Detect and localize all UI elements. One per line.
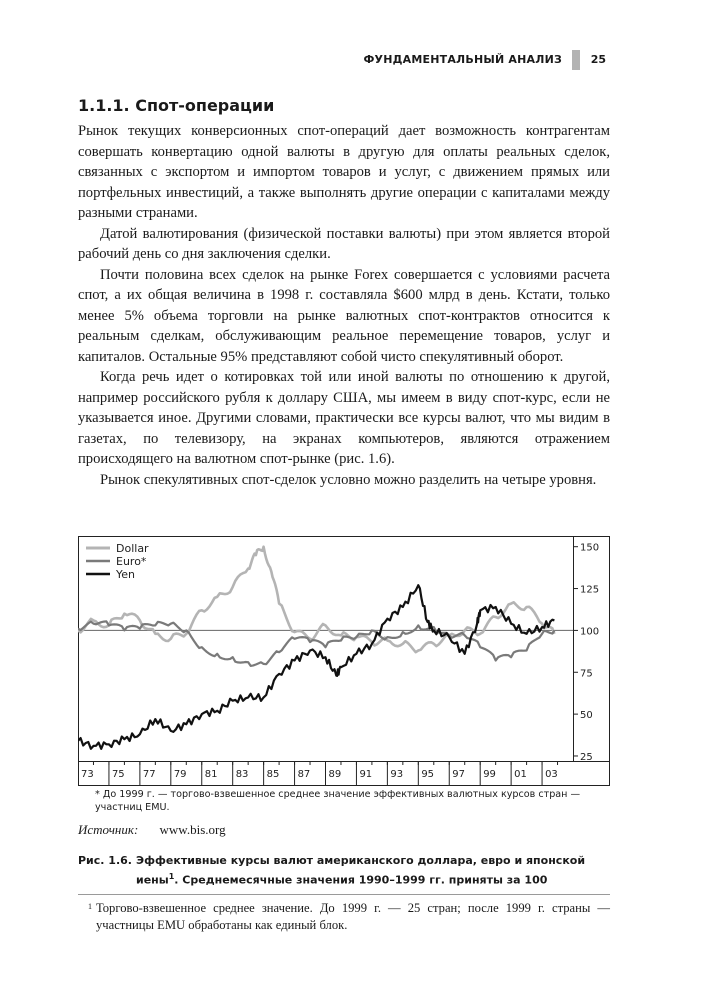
- series-line-yen: [78, 585, 554, 749]
- x-tick-label: 81: [204, 769, 218, 780]
- paragraph: Когда речь идет о котировках той или иной валюты по отношению к другой, например российского рубля к доллару США, мы имеем в виду спот-курс, если не указывается иное. Другими словами, практически все курсы валют, что мы видим в газетах, по телевизору, на экранах компьютеров, являются отражением происходящего на валютном спот-рынке (рис. 1.6).: [78, 369, 610, 467]
- caption-number: Рис. 1.6.: [78, 854, 132, 867]
- figure-source: [78, 822, 226, 838]
- x-tick-label: 95: [421, 769, 435, 780]
- paragraph: Рынок текущих конверсионных спот-операций дает возможность контрагентам совершать конвертацию одной валюты в другую для оплаты реальных сделок, связанных с экспортом и импортом товаров и услуг, с движением прямых или портфельных инвестиций, а также выполнять другие операции с капиталами между разными странами.: [78, 123, 610, 221]
- x-tick-label: 01: [514, 769, 527, 780]
- y-tick-label: 150: [580, 542, 600, 554]
- series-line-dollar: [78, 547, 554, 653]
- footnote-divider: [78, 894, 610, 895]
- source-label: Источник:: [78, 822, 139, 837]
- caption-text: [136, 853, 610, 889]
- chart-frame: [79, 537, 610, 786]
- exchange-rate-chart: [78, 536, 610, 786]
- page-footnote: [78, 900, 610, 934]
- footnote-mark: 1: [88, 902, 92, 911]
- x-tick-label: 75: [111, 769, 125, 780]
- paragraph: Датой валютирования (физической поставки валюты) при этом является второй рабочий день со дня заключения сделки.: [78, 225, 610, 262]
- caption-text-part: Эффективные курсы валют американского доллара, евро и японской иены: [136, 854, 586, 887]
- caption-footnote-mark: 1: [168, 872, 175, 881]
- y-tick-label: 50: [580, 710, 593, 722]
- y-tick-label: 75: [580, 668, 593, 680]
- x-tick-label: 85: [266, 769, 280, 780]
- figure-caption: [78, 853, 610, 889]
- paragraph: Рынок спекулятивных спот-сделок условно можно разделить на четыре уровня.: [100, 471, 597, 488]
- x-tick-label: 73: [81, 769, 94, 780]
- header-marker-bar: [572, 50, 580, 70]
- section-title: 1.1.1. Спот-операции: [78, 96, 275, 115]
- x-tick-label: 03: [545, 769, 558, 780]
- source-value: www.bis.org: [159, 822, 226, 837]
- y-tick-label: 125: [580, 584, 600, 596]
- x-tick-label: 93: [390, 769, 404, 780]
- x-tick-label: 99: [483, 769, 496, 780]
- paragraph: Почти половина всех сделок на рынке Forex совершается с условиями расчета спот, а их общая величина в 1998 г. составляла $600 млрд в день. Кстати, только менее 5% объема торговли на рынке валютных спот-контрактов относится к реальным сделкам, обслуживающим реальное перемещение товаров, услуг и капиталов. Остальные 95% представляют собой чисто спекулятивный оборот.: [78, 266, 610, 365]
- x-tick-label: 77: [142, 769, 156, 780]
- body-text: [78, 121, 610, 490]
- chart-canvas: [78, 536, 610, 786]
- legend-label: Euro*: [116, 555, 147, 568]
- x-tick-label: 87: [297, 769, 311, 780]
- running-header: [78, 50, 610, 72]
- figure-footnote: * До 1999 г. — торгово-взвешенное среднее значение эффективных валютных курсов стран — участниц EMU.: [95, 789, 581, 813]
- x-tick-label: 89: [328, 769, 342, 780]
- y-tick-label: 100: [580, 626, 600, 638]
- running-header-title: ФУНДАМЕНТАЛЬНЫЙ АНАЛИЗ: [363, 53, 562, 66]
- caption-text-part: . Среднемесячные значения 1990–1999 гг. приняты за 100: [174, 873, 548, 887]
- legend-label: Yen: [116, 568, 135, 581]
- x-tick-label: 97: [452, 769, 465, 780]
- legend-label: Dollar: [116, 542, 149, 555]
- x-tick-label: 91: [359, 769, 373, 780]
- x-tick-label: 79: [173, 769, 187, 780]
- y-tick-label: 25: [580, 751, 593, 763]
- footnote-text: Торгово-взвешенное среднее значение. До 1999 г. — 25 стран; после 1999 г. страны — участницы EMU обработаны как единый блок.: [96, 901, 610, 932]
- x-tick-label: 83: [235, 769, 249, 780]
- page-number: 25: [590, 53, 606, 66]
